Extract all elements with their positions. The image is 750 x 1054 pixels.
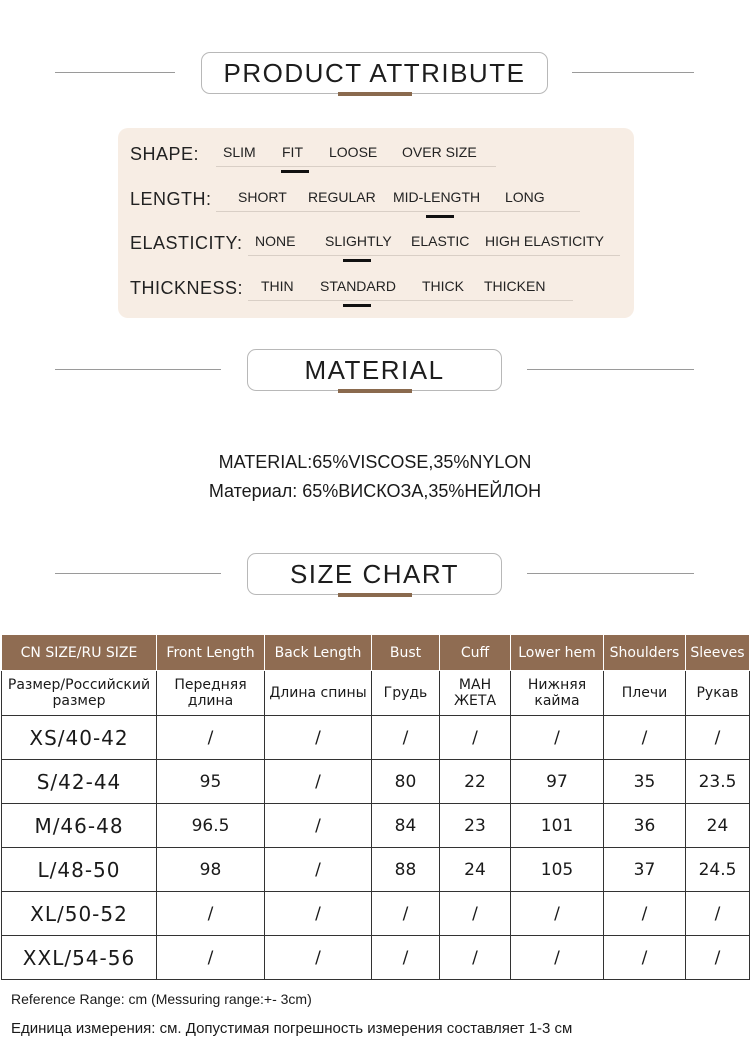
selected-marker (343, 259, 371, 262)
attribute-panel (118, 128, 634, 318)
heading-title: SIZE CHART (289, 558, 460, 589)
heading-title: MATERIAL (304, 354, 445, 385)
column-header: CN SIZE/RU SIZE (2, 635, 157, 671)
table-cell: 101 (511, 804, 604, 848)
divider-line (572, 72, 694, 73)
selected-marker (426, 215, 454, 218)
table-cell: 22 (440, 760, 511, 804)
size-chart-heading (0, 553, 750, 613)
table-cell: / (372, 892, 440, 936)
heading-pill (247, 349, 502, 391)
column-header: Front Length (157, 635, 265, 671)
attribute-option: THIN (261, 278, 294, 294)
table-cell: 98 (157, 848, 265, 892)
attribute-label: THICKNESS: (130, 278, 244, 298)
table-cell: / (604, 936, 686, 980)
attribute-option-selected: SLIGHTLY (325, 233, 392, 249)
table-cell: 23 (440, 804, 511, 848)
table-cell: 24.5 (686, 848, 750, 892)
selected-marker (281, 170, 309, 173)
column-header: Sleeves (686, 635, 750, 671)
size-cell: L/48-50 (2, 848, 157, 892)
size-cell: M/46-48 (2, 804, 157, 848)
table-cell: 105 (511, 848, 604, 892)
attribute-option: SHORT (238, 189, 287, 205)
table-cell: 36 (604, 804, 686, 848)
measurement-note-ru: Единица измерения: см. Допустимая погрешность измерения составляет 1-3 см (11, 1020, 573, 1037)
table-cell: / (511, 936, 604, 980)
table-cell: 97 (511, 760, 604, 804)
attribute-label: ELASTICITY: (130, 233, 243, 253)
attribute-option-selected: STANDARD (320, 278, 396, 294)
heading-underline (338, 389, 412, 393)
table-cell: / (604, 716, 686, 760)
divider-line (527, 369, 694, 370)
column-header-ru: Плечи (604, 671, 686, 716)
table-cell: 24 (686, 804, 750, 848)
column-header-ru: Грудь (372, 671, 440, 716)
attribute-option: HIGH ELASTICITY (485, 233, 605, 249)
table-cell: / (157, 716, 265, 760)
table-cell: / (440, 892, 511, 936)
column-header: Lower hem (511, 635, 604, 671)
table-cell: 80 (372, 760, 440, 804)
attribute-option: ELASTIC (411, 233, 470, 249)
table-cell: / (440, 936, 511, 980)
material-heading (0, 349, 750, 409)
heading-underline (338, 593, 412, 597)
heading-pill (247, 553, 502, 595)
table-cell: / (440, 716, 511, 760)
attribute-rule (248, 300, 573, 301)
attribute-option: LONG (505, 189, 545, 205)
attribute-option-selected: FIT (282, 144, 303, 160)
size-chart-table (1, 634, 750, 980)
column-header-ru: Передняя длина (157, 671, 265, 716)
attribute-label: LENGTH: (130, 189, 212, 209)
attribute-label: SHAPE: (130, 144, 200, 164)
table-row (2, 760, 750, 804)
table-cell: / (265, 848, 372, 892)
heading-underline (338, 92, 412, 96)
product-attribute-heading (0, 52, 750, 112)
table-cell: / (265, 760, 372, 804)
column-header: Cuff (440, 635, 511, 671)
attribute-row-length (118, 185, 634, 215)
table-cell: 95 (157, 760, 265, 804)
selected-marker (343, 304, 371, 307)
attribute-option: THICKEN (484, 278, 546, 294)
heading-title: PRODUCT ATTRIBUTE (223, 57, 526, 88)
column-header: Bust (372, 635, 440, 671)
divider-line (55, 72, 175, 73)
table-cell: / (686, 716, 750, 760)
table-cell: / (372, 936, 440, 980)
column-header-ru: Длина спины (265, 671, 372, 716)
column-header-ru: Нижняя кайма (511, 671, 604, 716)
table-row (2, 936, 750, 980)
attribute-rule (248, 255, 620, 256)
reference-range-note: Reference Range: cm (Messuring range:+- 3cm) (11, 991, 312, 1007)
attribute-rule (216, 211, 580, 212)
table-cell: 37 (604, 848, 686, 892)
table-header-row (2, 635, 750, 671)
table-cell: 96.5 (157, 804, 265, 848)
table-cell: / (265, 804, 372, 848)
table-row (2, 848, 750, 892)
attribute-option: LOOSE (329, 144, 378, 160)
divider-line (55, 369, 221, 370)
table-cell: 24 (440, 848, 511, 892)
size-cell: S/42-44 (2, 760, 157, 804)
table-cell: / (265, 892, 372, 936)
attribute-option: OVER SIZE (402, 144, 477, 160)
material-composition-en: MATERIAL:65%VISCOSE,35%NYLON (218, 452, 532, 472)
table-row (2, 892, 750, 936)
attribute-option-selected: MID-LENGTH (393, 189, 481, 205)
table-cell: / (372, 716, 440, 760)
table-cell: / (511, 892, 604, 936)
size-cell: XXL/54-56 (2, 936, 157, 980)
heading-pill (201, 52, 548, 94)
size-cell: XL/50-52 (2, 892, 157, 936)
table-cell: / (686, 936, 750, 980)
attribute-option: NONE (255, 233, 296, 249)
table-cell: / (157, 936, 265, 980)
table-cell: / (604, 892, 686, 936)
table-cell: 23.5 (686, 760, 750, 804)
table-cell: / (686, 892, 750, 936)
column-header: Back Length (265, 635, 372, 671)
table-cell: 35 (604, 760, 686, 804)
table-cell: 84 (372, 804, 440, 848)
table-cell: / (511, 716, 604, 760)
attribute-rule (216, 166, 496, 167)
table-cell: 88 (372, 848, 440, 892)
size-cell: XS/40-42 (2, 716, 157, 760)
attribute-row-thickness (118, 274, 634, 304)
column-header: Shoulders (604, 635, 686, 671)
table-row (2, 716, 750, 760)
attribute-row-shape (118, 140, 634, 170)
table-row (2, 804, 750, 848)
attribute-option: SLIM (223, 144, 256, 160)
column-header-ru: Размер/Российский размер (2, 671, 157, 716)
table-cell: / (265, 716, 372, 760)
material-composition-ru: Материал: 65%ВИСКОЗА,35%НЕЙЛОН (208, 481, 542, 501)
divider-line (527, 573, 694, 574)
attribute-option: REGULAR (308, 189, 376, 205)
table-cell: / (157, 892, 265, 936)
table-cell: / (265, 936, 372, 980)
table-header-row-ru (2, 671, 750, 716)
column-header-ru: МАН ЖЕТА (440, 671, 511, 716)
attribute-option: THICK (422, 278, 464, 294)
divider-line (55, 573, 221, 574)
column-header-ru: Рукав (686, 671, 750, 716)
attribute-row-elasticity (118, 229, 634, 259)
